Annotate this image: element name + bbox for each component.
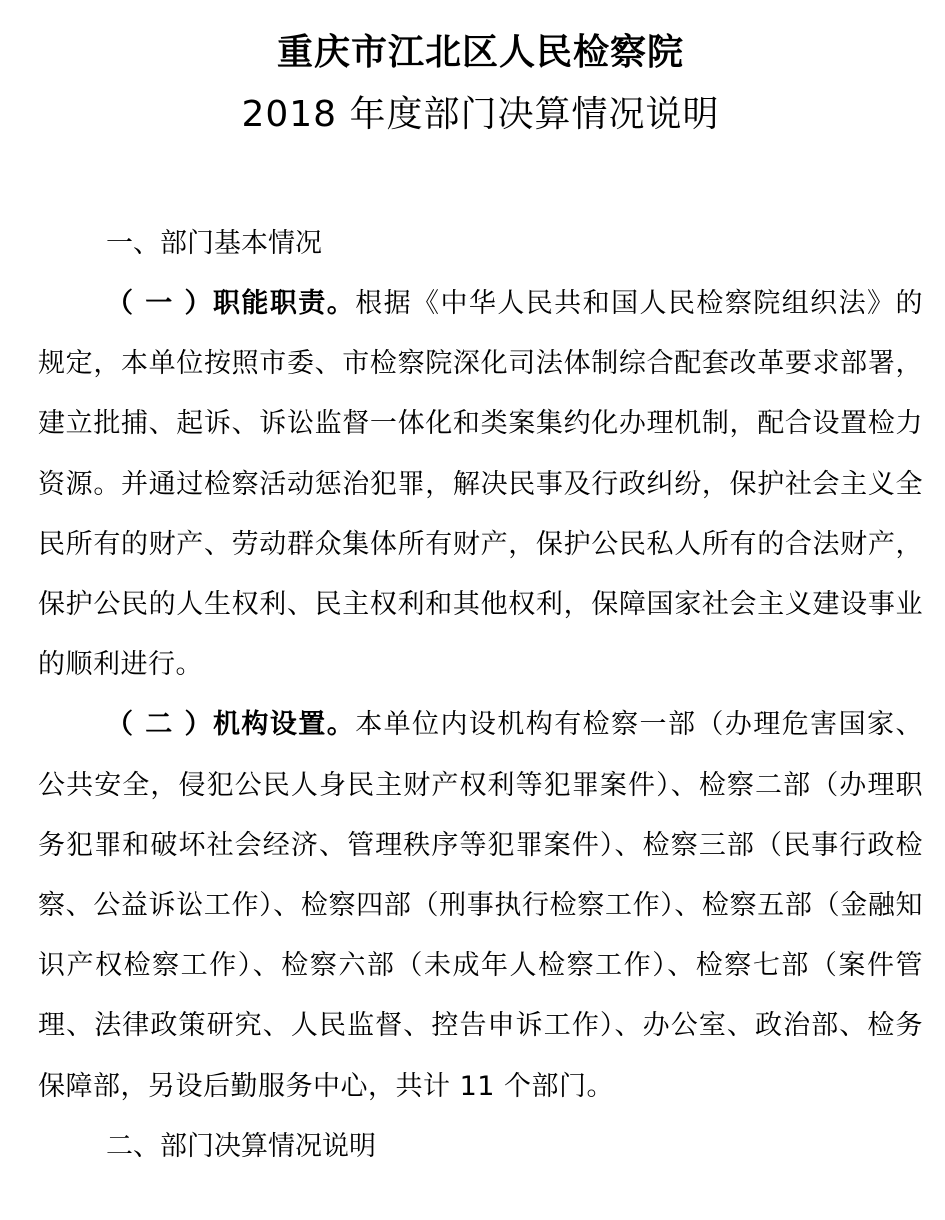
title-spacer xyxy=(38,146,923,214)
paragraph-organization-lead: （ 二 ）机构设置。 xyxy=(106,709,356,741)
paragraph-organization xyxy=(38,695,923,1116)
title-line-report: 2018 年度部门决算情况说明 xyxy=(241,94,720,135)
paragraph-functions-body: 根据《中华人民共和国人民检察院组织法》的规定，本单位按照市委、市检察院深化司法体制综合配套改革要求部署，建立批捕、起诉、诉讼监督一体化和类案集约化办理机制，配合设置检力资源。并通过检察活动惩治犯罪，解决民事及行政纠纷，保护社会主义全民所有的财产、劳动群众集体所有财产，保护公民私人所有的合法财产，保护公民的人生权利、民主权利和其他权利，保障国家社会主义建设事业的顺利进行。 xyxy=(38,288,923,681)
paragraph-organization-body: 本单位内设机构有检察一部（办理危害国家、公共安全，侵犯公民人身民主财产权利等犯罪案件）、检察二部（办理职务犯罪和破坏社会经济、管理秩序等犯罪案件）、检察三部（民事行政检察、公益诉讼工作）、检察四部（刑事执行检察工作）、检察五部（金融知识产权检察工作）、检察六部（未成年人检察工作）、检察七部（案件管理、法律政策研究、人民监督、控告申诉工作）、办公室、政治部、检务保障部，另设后勤服务中心，共计 11 个部门。 xyxy=(38,709,923,1102)
title-line-organization: 重庆市江北区人民检察院 xyxy=(276,32,684,73)
document-title xyxy=(38,22,923,146)
section-heading-basic-info: 一、部门基本情况 xyxy=(106,228,322,259)
paragraph-functions xyxy=(38,274,923,695)
paragraph-functions-lead: （ 一 ）职能职责。 xyxy=(106,288,356,319)
section-heading-final-accounts: 二、部门决算情况说明 xyxy=(106,1130,376,1162)
